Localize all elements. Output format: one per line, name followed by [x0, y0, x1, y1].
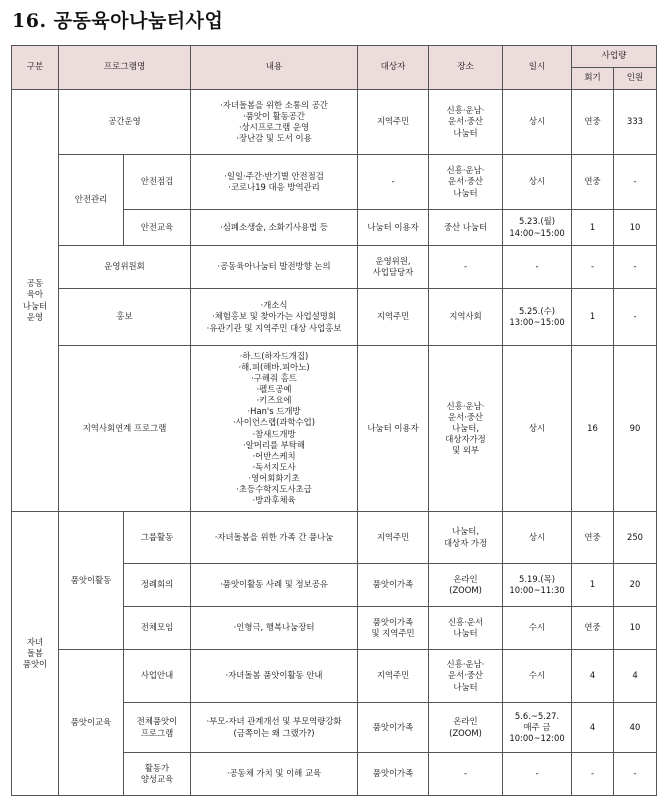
program-content: ·부모-자녀 관계개선 및 부모역량강화 (금쪽이는 왜 그랬가?): [191, 703, 358, 753]
program-people: 40: [614, 703, 657, 753]
program-name: 안전점검: [124, 155, 191, 210]
program-name: 활동가 양성교육: [124, 753, 191, 796]
program-times: 4: [572, 650, 614, 703]
program-target: 품앗이가족: [358, 703, 429, 753]
program-content: ·공동체 가치 및 이해 교육: [191, 753, 358, 796]
group-label: 품앗이교육: [59, 650, 124, 796]
program-people: -: [614, 753, 657, 796]
program-place: 나눔터, 대상자 가정: [429, 512, 503, 564]
program-name: 사업안내: [124, 650, 191, 703]
program-place: 신흥·운남· 운서·중산 나눔터, 대상자가정 및 외부: [429, 346, 503, 512]
program-target: 지역주민: [358, 289, 429, 346]
program-target: 나눔터 이용자: [358, 346, 429, 512]
table-row: [12, 346, 657, 512]
program-place: -: [429, 753, 503, 796]
program-datetime: 수시: [503, 607, 572, 650]
program-datetime: 5.6.~5.27. 매주 금 10:00~12:00: [503, 703, 572, 753]
business-table: [11, 45, 657, 796]
section-label: 자녀 돌봄 품앗이: [12, 512, 59, 796]
program-target: 품앗이가족: [358, 753, 429, 796]
program-datetime: 5.25.(수) 13:00~15:00: [503, 289, 572, 346]
program-times: 4: [572, 703, 614, 753]
program-content: ·자녀돌봄 품앗이활동 안내: [191, 650, 358, 703]
program-content: ·심폐소생술, 소화기사용법 등: [191, 210, 358, 246]
program-name: 지역사회연계 프로그램: [59, 346, 191, 512]
program-content: ·인형극, 행복나눔장터: [191, 607, 358, 650]
header-datetime: 일시: [503, 46, 572, 90]
program-people: -: [614, 289, 657, 346]
program-name: 그룹활동: [124, 512, 191, 564]
program-name: 전체모임: [124, 607, 191, 650]
program-datetime: -: [503, 246, 572, 289]
program-people: 10: [614, 210, 657, 246]
header-people: 인원: [614, 68, 657, 90]
group-label: 품앗이활동: [59, 512, 124, 650]
program-content: ·자녀돌봄을 위한 소통의 공간 ·품앗이 활동공간 ·상시프로그램 운영 ·장난감 및 도서 이용: [191, 90, 358, 155]
program-place: -: [429, 246, 503, 289]
table-row: [12, 650, 657, 703]
program-target: 품앗이가족: [358, 564, 429, 607]
program-content: ·품앗이활동 사례 및 정보공유: [191, 564, 358, 607]
program-datetime: 5.19.(목) 10:00~11:30: [503, 564, 572, 607]
program-place: 신흥·운남· 운서·중산 나눔터: [429, 155, 503, 210]
program-times: 16: [572, 346, 614, 512]
program-people: -: [614, 155, 657, 210]
program-content: ·공동육아나눔터 발전방향 논의: [191, 246, 358, 289]
program-times: 1: [572, 564, 614, 607]
section-label: 공동 육아 나눔터 운영: [12, 90, 59, 512]
header-division: 구분: [12, 46, 59, 90]
program-times: -: [572, 246, 614, 289]
program-name: 정례회의: [124, 564, 191, 607]
program-times: 1: [572, 210, 614, 246]
program-people: 20: [614, 564, 657, 607]
program-place: 신흥·운남· 운서·중산 나눔터: [429, 650, 503, 703]
program-people: 333: [614, 90, 657, 155]
program-datetime: 상시: [503, 512, 572, 564]
program-target: 운영위원, 사업담당자: [358, 246, 429, 289]
program-people: -: [614, 246, 657, 289]
program-times: 연중: [572, 155, 614, 210]
header-content: 내용: [191, 46, 358, 90]
program-times: 1: [572, 289, 614, 346]
table-row: [12, 512, 657, 564]
program-place: 온라인 (ZOOM): [429, 703, 503, 753]
table-row: [12, 289, 657, 346]
program-times: 연중: [572, 512, 614, 564]
program-content: ·일일·주간·반기별 안전점검 ·코로나19 대응 방역관리: [191, 155, 358, 210]
program-people: 250: [614, 512, 657, 564]
program-people: 90: [614, 346, 657, 512]
program-datetime: 상시: [503, 90, 572, 155]
program-times: 연중: [572, 607, 614, 650]
program-times: 연중: [572, 90, 614, 155]
program-place: 신흥·운서 나눔터: [429, 607, 503, 650]
program-target: 지역주민: [358, 650, 429, 703]
program-content: ·자녀돌봄을 위한 가족 간 품나눔: [191, 512, 358, 564]
program-name: 전체품앗이 프로그램: [124, 703, 191, 753]
program-people: 10: [614, 607, 657, 650]
program-content: ·개소식 ·체험홍보 및 찾아가는 사업설명회 ·유관기관 및 지역주민 대상 사업홍보: [191, 289, 358, 346]
table-row: [12, 155, 657, 210]
program-name: 공간운영: [59, 90, 191, 155]
header-times: 회기: [572, 68, 614, 90]
header-row: [12, 46, 657, 68]
program-name: 안전교육: [124, 210, 191, 246]
program-name: 홍보: [59, 289, 191, 346]
program-place: 온라인 (ZOOM): [429, 564, 503, 607]
program-name: 운영위원회: [59, 246, 191, 289]
table-row: [12, 90, 657, 155]
program-datetime: -: [503, 753, 572, 796]
table-row: [12, 246, 657, 289]
header-target: 대상자: [358, 46, 429, 90]
program-place: 지역사회: [429, 289, 503, 346]
program-target: 품앗이가족 및 지역주민: [358, 607, 429, 650]
program-target: 지역주민: [358, 90, 429, 155]
header-program: 프로그램명: [59, 46, 191, 90]
program-place: 신흥·운남· 운서·중산 나눔터: [429, 90, 503, 155]
group-label: 안전관리: [59, 155, 124, 246]
program-target: 나눔터 이용자: [358, 210, 429, 246]
program-target: 지역주민: [358, 512, 429, 564]
header-place: 장소: [429, 46, 503, 90]
program-content: ·하.드(하자드개집) ·해.피(해바.피아노) ·구해줘 홈트 ·펠트공예 ·키즈요에 ·Han's 드개방 ·사이언스랩(과학수업) ·참새드개방 ·알머리를 부탁해 ·어반스케치 ·독서지도사 ·영어회화기초 ·초등수학지도사초급 ·방과후체육: [191, 346, 358, 512]
program-target: -: [358, 155, 429, 210]
program-datetime: 상시: [503, 346, 572, 512]
program-place: 중산 나눔터: [429, 210, 503, 246]
program-people: 4: [614, 650, 657, 703]
page-title: 16. 공동육아나눔터사업: [12, 10, 224, 32]
program-datetime: 수시: [503, 650, 572, 703]
program-datetime: 5.23.(월) 14:00~15:00: [503, 210, 572, 246]
header-scale: 사업량: [572, 46, 657, 68]
program-datetime: 상시: [503, 155, 572, 210]
program-times: -: [572, 753, 614, 796]
